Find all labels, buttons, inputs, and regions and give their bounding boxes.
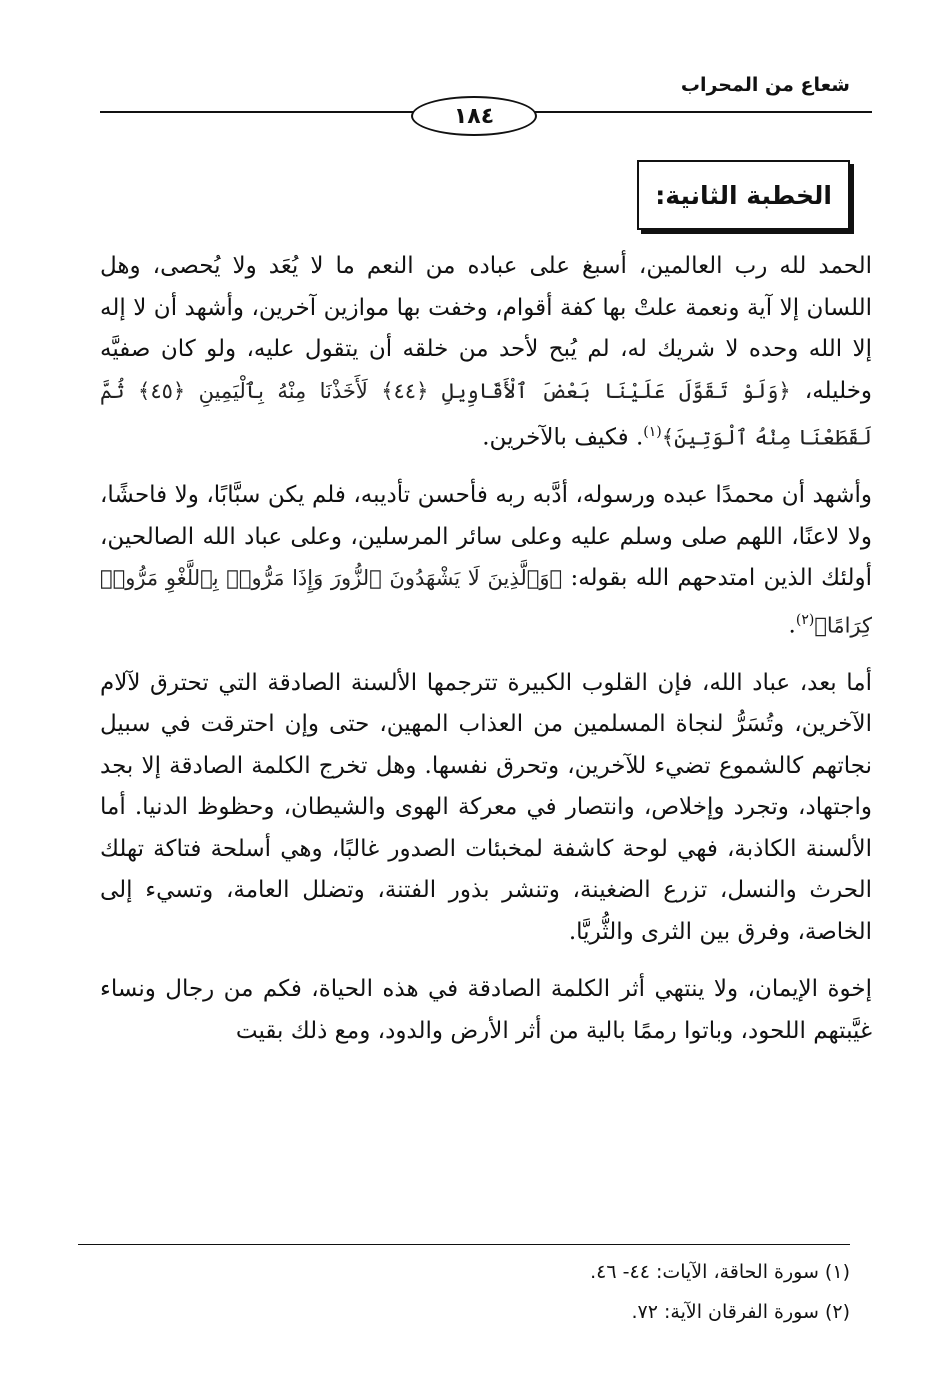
- paragraph-4: إخوة الإيمان، ولا ينتهي أثر الكلمة الصادقة في هذه الحياة، فكم من رجال ونساء غيَّبتهم اللحود، وباتوا رممًا بالية من أثر الأرض والدود، ومع ذلك بقيت: [100, 976, 872, 1044]
- section-title-box: [637, 160, 850, 230]
- quran-verse-2: ﴿وَٱلَّذِينَ لَا يَشْهَدُونَ ٱلزُّورَ وَإِذَا مَرُّوا۟ بِٱللَّغْوِ مَرُّوا۟ كِرَامًا﴾: [100, 566, 872, 638]
- footnote-ref-2: (٢): [795, 611, 815, 628]
- paragraph-1-after: . فكيف بالآخرين.: [482, 424, 644, 451]
- paragraph-1-text: الحمد لله رب العالمين، أسبغ على عباده من النعم ما لا يُعَد ولا يُحصى، وهل اللسان إلا آية ونعمة علتْ بها كفة أقوام، وخفت بها موازين آخرين، وأشهد أن لا إله إلا الله وحده لا شريك له، لم يُبح لأحد من خلقه أن يتقول عليه، ولو كان صفيَّه وخليله،: [100, 253, 873, 404]
- paragraph-2: [100, 475, 872, 647]
- paragraph-2-text: وأشهد أن محمدًا عبده ورسوله، أدَّبه ربه فأحسن تأديبه، فلم يكن سبَّابًا، ولا فاحشًا، ولا لاعنًا، اللهم صلى وسلم عليه وعلى سائر المرسلين، وعلى عباد الله الصالحين، أولئك الذين امتدحهم الله بقوله:: [100, 482, 873, 592]
- paragraph-3: أما بعد، عباد الله، فإن القلوب الكبيرة تترجمها الألسنة الصادقة التي تحترق لآلام الآخرين، وتُسَرُّ لنجاة المسلمين من العذاب المهين، حتى وإن احترقت في سبيل نجاتهم كالشموع تضيء للآخرين، وتحرق نفسها. وهل تخرج الكلمة الصادقة إلا بجد واجتهاد، وتجرد وإخلاص، وانتصار في معركة الهوى والشيطان، وحظوظ الدنيا. أما الألسنة الكاذبة، فهي لوحة كاشفة لمخبئات الصدور غالبًا، وهي أسلحة فتاكة تهلك الحرث والنسل، تزرع الضغينة، وتنشر بذور الفتنة، وتضلل العامة، وتسيء إلى الخاصة، وفرق بين الثرى والثُّريَّا.: [100, 669, 873, 945]
- section-title: الخطبة الثانية:: [655, 180, 832, 210]
- book-title: شعاع من المحراب: [680, 74, 850, 96]
- sermon-body: [100, 246, 872, 1068]
- quran-verse-1: ﴿وَلَوْ تَقَوَّلَ عَلَيْنَا بَعْضَ ٱلْأَقَاوِيلِ ﴿٤٤﴾ لَأَخَذْنَا مِنْهُ بِٱلْيَمِينِ ﴿٤٥﴾ ثُمَّ لَقَطَعْنَا مِنْهُ ٱلْوَتِينَ﴾: [100, 378, 872, 450]
- footnote-ref-1: (١): [643, 424, 662, 440]
- footnotes: [78, 1258, 850, 1338]
- footnote-2: (٢) سورة الفرقان الآية: ٧٢.: [631, 1301, 850, 1323]
- footnote-1: (١) سورة الحاقة، الآيات: ٤٤- ٤٦.: [590, 1261, 850, 1283]
- page-number: ١٨٤: [411, 96, 537, 136]
- footnote-rule: [78, 1244, 850, 1245]
- paragraph-1: [100, 246, 872, 459]
- paragraph-2-after: .: [788, 612, 796, 639]
